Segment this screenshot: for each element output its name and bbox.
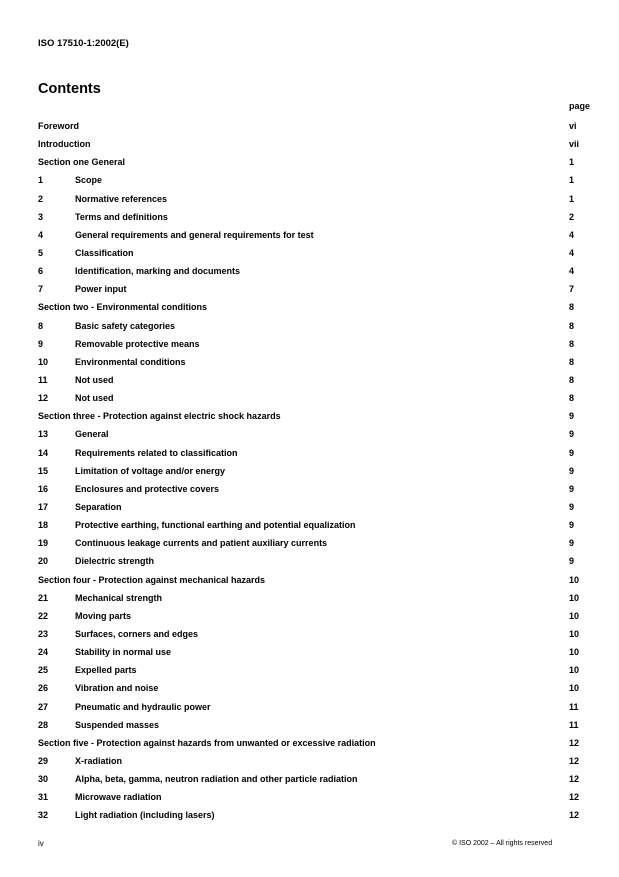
toc-entry-page: 10 [569,647,580,658]
toc-entry-number: 19 [38,538,49,549]
toc-entry-title: Power input [75,284,127,295]
toc-entry-page: 10 [569,665,580,676]
toc-entry-number: 25 [38,665,49,676]
table-of-contents [38,117,581,824]
toc-entry-title: Basic safety categories [75,320,176,331]
toc-entry-title: Pneumatic and hydraulic power [75,701,211,712]
toc-entry[interactable] [38,806,581,824]
toc-entry-page: 1 [569,193,575,204]
toc-section-heading[interactable] [38,734,581,752]
toc-entry-title: Surfaces, corners and edges [75,628,199,639]
toc-entry-page: 9 [569,447,575,458]
toc-entry-title: Alpha, beta, gamma, neutron radiation and other particle radiation [75,774,358,785]
toc-entry[interactable] [38,716,581,734]
toc-entry-page: 8 [569,302,575,313]
toc-section-heading[interactable] [38,407,581,425]
toc-entry-title: Normative references [75,193,168,204]
toc-entry[interactable] [38,208,581,226]
toc-entry-number: 5 [38,247,44,258]
toc-entry-title: Identification, marking and documents [75,266,241,277]
toc-section-heading[interactable] [38,135,581,153]
toc-entry[interactable] [38,534,581,552]
toc-entry-title: Environmental conditions [75,356,186,367]
toc-entry[interactable] [38,607,581,625]
toc-entry-title: Mechanical strength [75,592,163,603]
toc-entry[interactable] [38,280,581,298]
toc-entry-page: 12 [569,792,580,803]
toc-entry-page: 8 [569,338,575,349]
toc-entry-number: 2 [38,193,44,204]
toc-entry-page: 12 [569,774,580,785]
toc-entry[interactable] [38,353,581,371]
toc-entry[interactable] [38,498,581,516]
toc-entry-title: Enclosures and protective covers [75,483,220,494]
toc-entry-number: 26 [38,683,49,694]
toc-entry-number: 11 [38,374,48,385]
toc-entry-title: Foreword [38,121,80,131]
toc-entry[interactable] [38,335,581,353]
toc-entry-number: 3 [38,211,44,222]
toc-entry-title: Stability in normal use [75,647,172,658]
toc-entry-title: Section four - Protection against mechanical hazards [38,574,266,585]
toc-entry-title: X-radiation [75,755,123,766]
toc-entry-number: 1 [38,175,44,186]
toc-entry-number: 31 [38,792,49,803]
toc-entry-page: 9 [569,411,575,422]
toc-entry-title: Light radiation (including lasers) [75,810,215,821]
toc-entry-page: 2 [569,211,575,222]
toc-entry-title: Separation [75,501,122,512]
page-column-label: page [569,101,591,111]
toc-entry-title: Moving parts [75,610,132,621]
toc-entry-number: 28 [38,719,49,730]
toc-entry[interactable] [38,262,581,280]
toc-entry-number: 30 [38,774,49,785]
toc-entry-page: 12 [569,737,580,748]
toc-entry-title: Not used [75,393,114,404]
toc-entry[interactable] [38,171,581,189]
toc-entry-page: 9 [569,483,575,494]
toc-entry-page: vi [569,121,577,131]
toc-entry-page: 10 [569,592,580,603]
toc-entry-title: Requirements related to classification [75,447,238,458]
toc-entry-title: Dielectric strength [75,556,155,567]
toc-entry[interactable] [38,698,581,716]
toc-entry[interactable] [38,371,581,389]
toc-entry-page: 10 [569,683,580,694]
toc-entry-page: 8 [569,356,575,367]
toc-entry-number: 8 [38,320,44,331]
toc-entry-page: 8 [569,320,575,331]
toc-entry[interactable] [38,317,581,335]
toc-entry-page: 4 [569,247,575,258]
toc-entry-number: 27 [38,701,49,712]
toc-entry[interactable] [38,516,581,534]
toc-entry-number: 29 [38,755,49,766]
toc-entry-number: 16 [38,483,49,494]
toc-entry[interactable] [38,480,581,498]
toc-entry-title: Not used [75,374,114,385]
toc-entry-number: 6 [38,266,44,277]
toc-entry-page: 9 [569,520,575,531]
toc-entry-number: 7 [38,284,44,295]
toc-entry-page: 9 [569,501,575,512]
toc-entry[interactable] [38,244,581,262]
toc-entry-title: Classification [75,247,134,258]
toc-entry-page: 10 [569,610,580,621]
toc-entry-number: 9 [38,338,44,349]
toc-entry[interactable] [38,462,581,480]
toc-entry-number: 15 [38,465,49,476]
toc-entry-number: 20 [38,556,49,567]
footer-copyright: © ISO 2002 – All rights reserved [452,840,553,847]
toc-entry-title: Section five - Protection against hazards from unwanted or excessive radiation [38,737,376,748]
toc-entry-number: 24 [38,647,49,658]
toc-entry-title: General requirements and general requirements for test [75,229,314,240]
toc-entry-title: Protective earthing, functional earthing and potential equalization [75,520,356,531]
toc-entry-page: 1 [569,175,575,186]
toc-entry-page: 4 [569,266,575,277]
toc-entry-title: Continuous leakage currents and patient auxiliary currents [75,538,328,549]
toc-entry-number: 14 [38,447,49,458]
toc-entry-title: Section one General [38,157,126,168]
toc-entry-title: Removable protective means [75,338,200,349]
toc-entry-page: 11 [569,701,579,712]
toc-entry-title: Introduction [38,139,91,150]
toc-entry[interactable] [38,226,581,244]
toc-section-heading[interactable] [38,298,581,316]
toc-entry[interactable] [38,788,581,806]
toc-entry-number: 13 [38,429,49,440]
toc-entry-number: 10 [38,356,49,367]
toc-entry-page: 12 [569,755,580,766]
toc-entry-title: Scope [75,175,103,186]
toc-entry-number: 4 [38,229,44,240]
toc-entry-page: 9 [569,465,575,476]
toc-entry-page: 12 [569,810,580,821]
toc-entry-page: 1 [569,157,575,168]
toc-entry-number: 22 [38,610,49,621]
toc-entry-number: 17 [38,501,49,512]
toc-entry-number: 32 [38,810,49,821]
toc-entry-title: Microwave radiation [75,792,162,803]
toc-entry-title: Section two - Environmental conditions [38,302,208,313]
toc-entry[interactable] [38,643,581,661]
toc-entry-page: 4 [569,229,575,240]
toc-entry-title: Terms and definitions [75,211,168,222]
toc-entry-page: 7 [569,284,575,295]
toc-entry-title: General [75,429,109,440]
toc-entry-page: 9 [569,429,575,440]
toc-entry-page: 10 [569,628,580,639]
toc-entry-title: Expelled parts [75,665,137,676]
toc-entry-number: 23 [38,628,49,639]
toc-entry-title: Vibration and noise [75,683,159,694]
toc-entry-number: 18 [38,520,49,531]
toc-entry[interactable] [38,425,581,443]
document-id-header: ISO 17510-1:2002(E) [38,38,129,49]
page-title: Contents [38,81,101,97]
toc-section-heading[interactable] [38,153,581,171]
toc-entry[interactable] [38,190,581,208]
toc-entry-number: 12 [38,393,49,404]
toc-entry[interactable] [38,752,581,770]
toc-entry[interactable] [38,625,581,643]
toc-entry-title: Limitation of voltage and/or energy [75,465,226,476]
toc-entry-page: 11 [569,719,579,730]
toc-entry-page: vii [569,139,580,150]
toc-entry[interactable] [38,679,581,697]
toc-entry-page: 9 [569,538,575,549]
toc-entry-page: 8 [569,393,575,404]
toc-entry-number: 21 [38,592,49,603]
toc-entry-page: 10 [569,574,580,585]
toc-entry[interactable] [38,444,581,462]
toc-entry-title: Section three - Protection against electric shock hazards [38,411,281,422]
toc-entry[interactable] [38,389,581,407]
toc-entry-page: 9 [569,556,575,567]
toc-entry[interactable] [38,589,581,607]
toc-section-heading[interactable] [38,571,581,589]
toc-entry-page: 8 [569,374,575,385]
footer-page-number: iv [38,839,44,848]
toc-entry[interactable] [38,770,581,788]
toc-section-heading[interactable] [38,117,581,135]
toc-entry[interactable] [38,661,581,679]
toc-entry[interactable] [38,552,581,570]
toc-entry-title: Suspended masses [75,719,160,730]
